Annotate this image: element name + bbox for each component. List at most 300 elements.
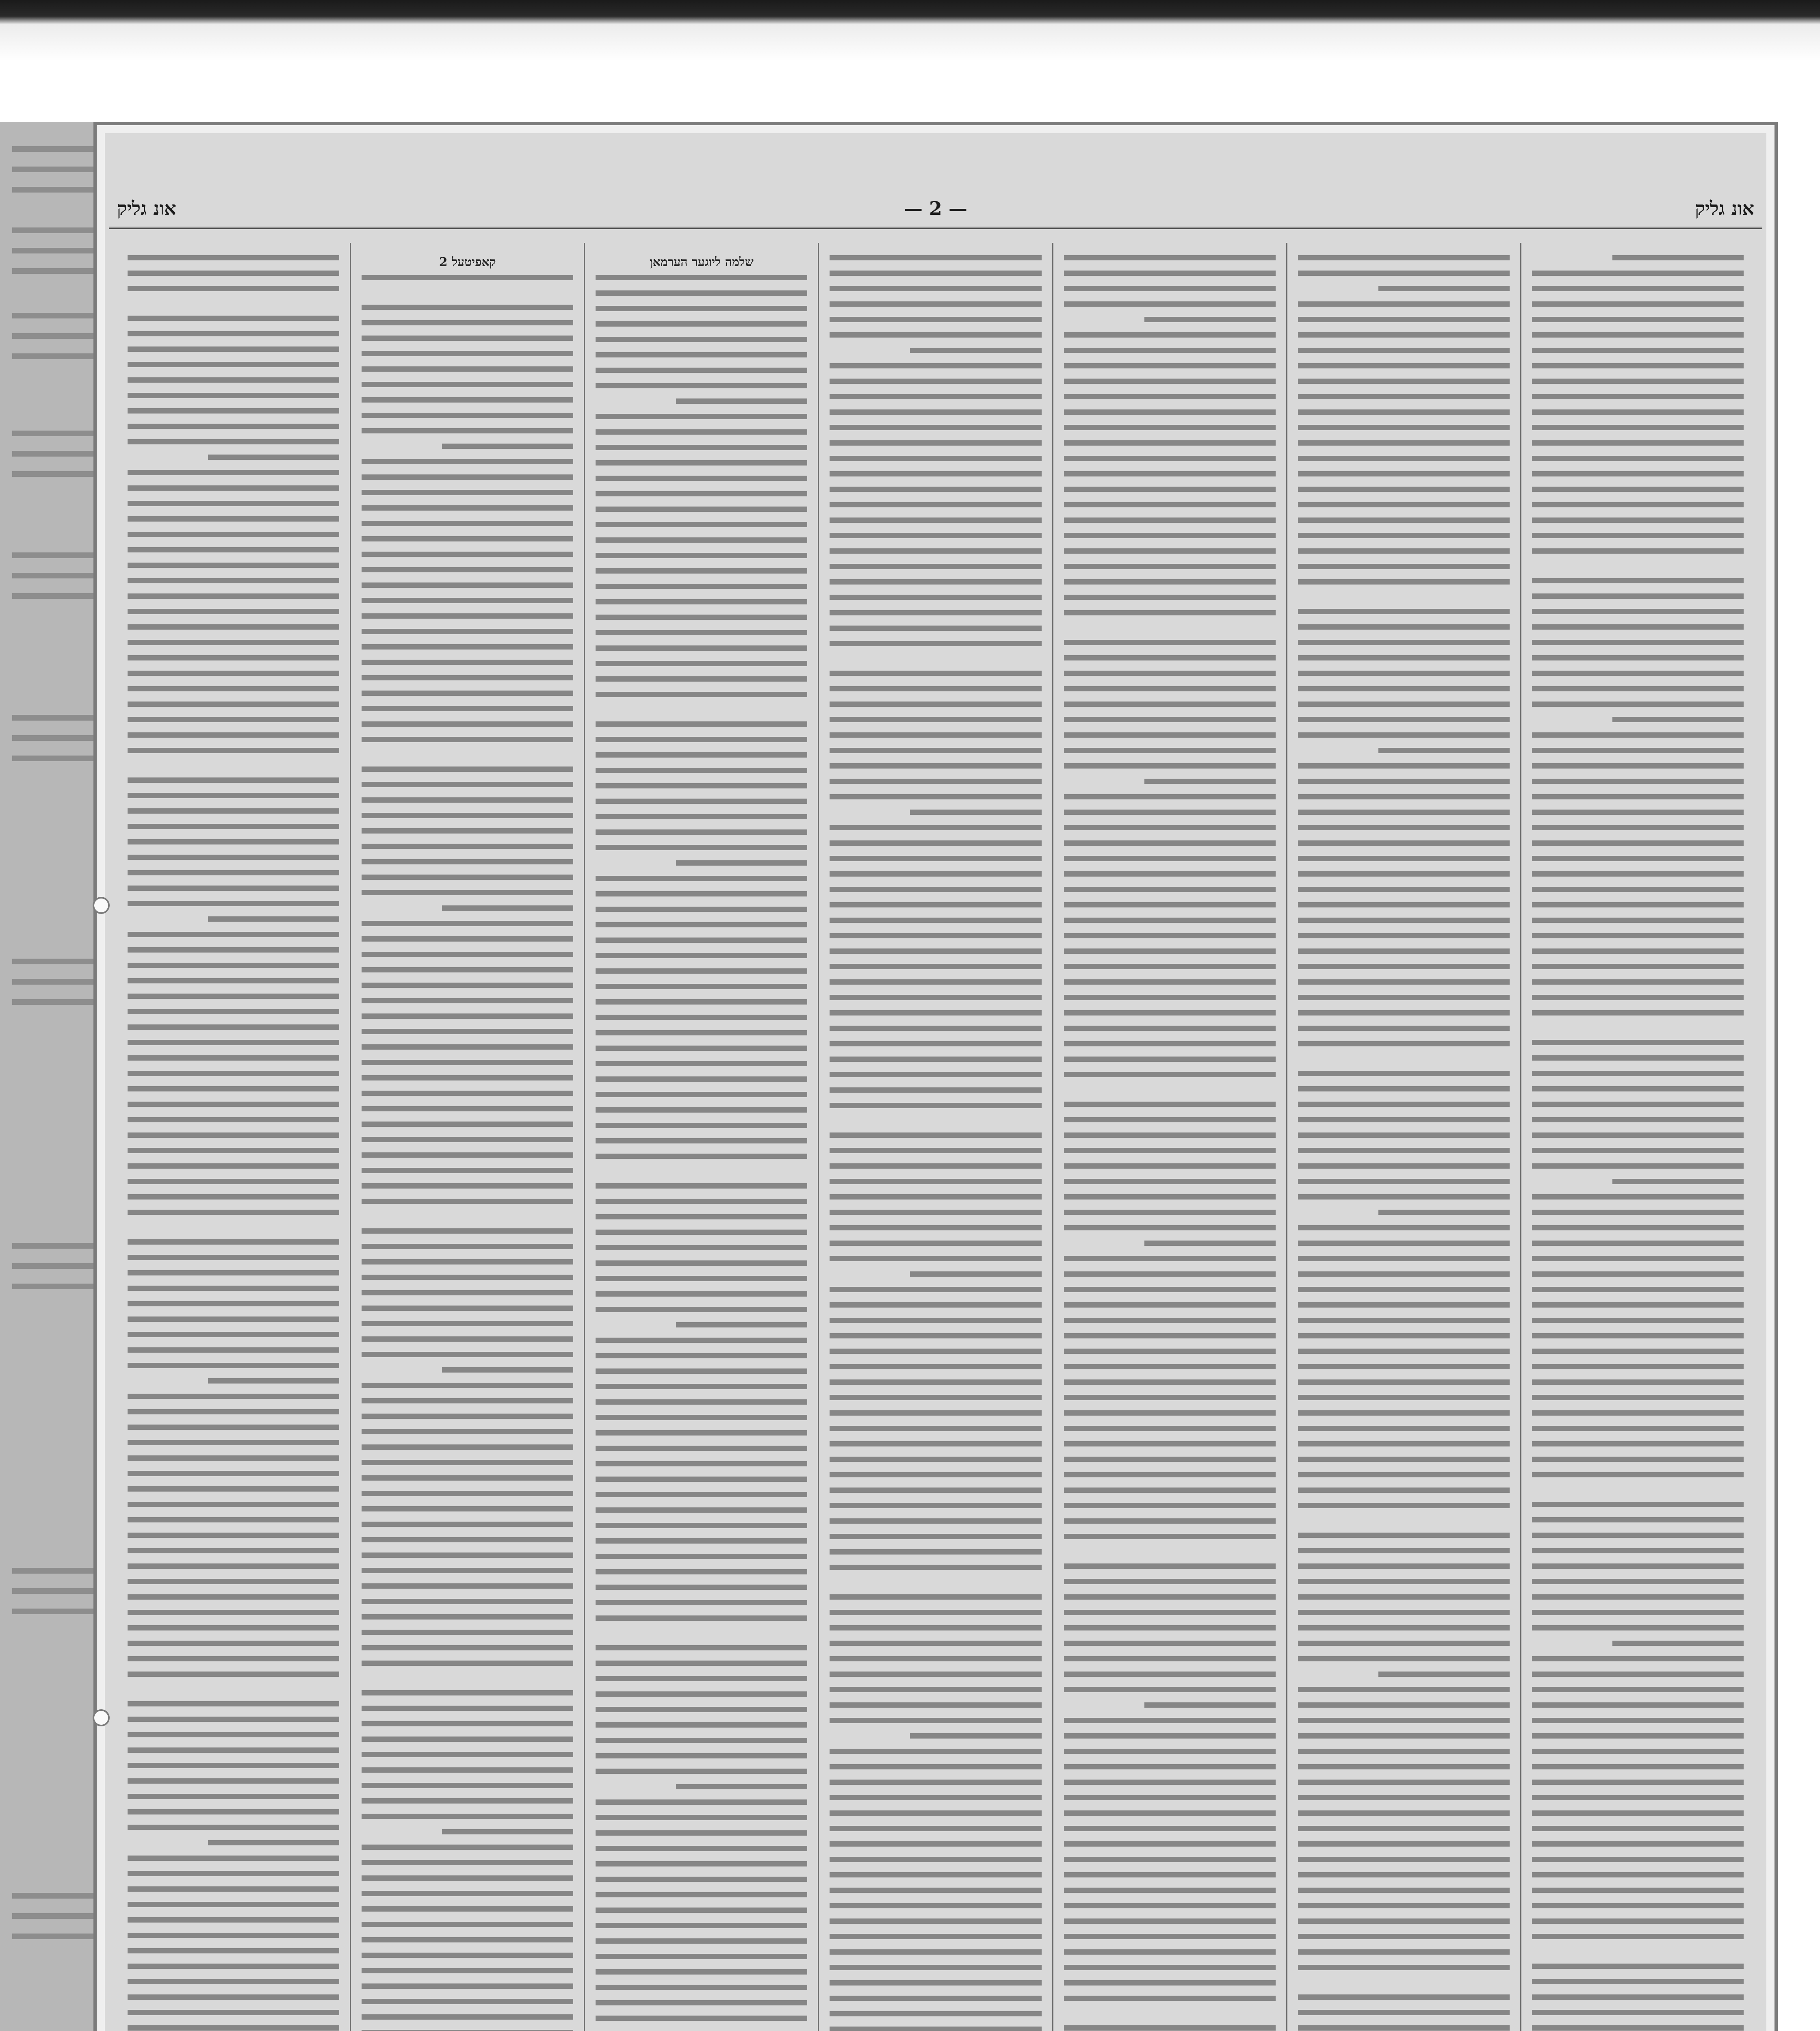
text-line <box>1532 640 1744 645</box>
text-line <box>1532 1010 1744 1016</box>
text-line <box>1532 2025 1744 2031</box>
text-line <box>128 963 339 968</box>
text-line <box>128 377 339 383</box>
text-line <box>596 1199 807 1204</box>
text-line <box>128 1132 339 1138</box>
text-line <box>1532 1502 1744 1507</box>
text-line <box>128 1763 339 1768</box>
text-line <box>1298 1702 1510 1708</box>
text-line <box>830 440 1041 446</box>
text-line <box>128 870 339 875</box>
text-line <box>910 810 1041 815</box>
text-line <box>128 1040 339 1045</box>
text-line <box>128 1163 339 1169</box>
text-line <box>1064 1534 1276 1539</box>
text-line <box>362 1690 573 1695</box>
text-line <box>596 1923 807 1928</box>
text-line <box>362 382 573 387</box>
text-line <box>362 428 573 433</box>
text-line <box>1298 1594 1510 1600</box>
text-line <box>1532 1656 1744 1661</box>
text-line <box>1298 2010 1510 2015</box>
text-line <box>362 706 573 711</box>
text-line <box>1298 317 1510 322</box>
text-line <box>1532 655 1744 660</box>
text-line <box>362 1444 573 1450</box>
text-line <box>1064 1179 1276 1184</box>
text-line <box>1064 1194 1276 1200</box>
text-line <box>1064 748 1276 753</box>
text-line <box>1532 363 1744 368</box>
text-line <box>1064 1426 1276 1431</box>
text-line <box>1064 1841 1276 1847</box>
text-line <box>830 363 1041 368</box>
text-line <box>1064 1333 1276 1338</box>
text-line <box>1532 2010 1744 2015</box>
text-line <box>1298 1641 1510 1646</box>
text-line <box>1532 702 1744 707</box>
text-line <box>1532 933 1744 938</box>
text-line <box>1064 409 1276 415</box>
text-line <box>128 547 339 552</box>
text-line <box>362 660 573 665</box>
text-line <box>1298 471 1510 476</box>
text-line <box>1532 440 1744 446</box>
text-line <box>128 994 339 999</box>
text-line <box>830 1565 1041 1570</box>
text-line <box>596 1430 807 1436</box>
text-line <box>596 1368 807 1374</box>
text-line <box>128 886 339 891</box>
text-line <box>1064 1364 1276 1369</box>
text-line <box>1064 655 1276 660</box>
text-line <box>830 1318 1041 1323</box>
text-line <box>1612 255 1744 260</box>
text-line <box>1298 1148 1510 1153</box>
text-line <box>596 2000 807 2005</box>
text-line <box>830 425 1041 430</box>
text-line <box>1298 1010 1510 1016</box>
text-line <box>830 1103 1041 1108</box>
text-line <box>362 1228 573 1234</box>
text-line <box>1532 1749 1744 1754</box>
text-line <box>1298 1395 1510 1400</box>
text-line <box>1298 1225 1510 1230</box>
text-line <box>1064 1826 1276 1831</box>
text-line <box>830 286 1041 291</box>
text-line <box>830 1780 1041 1785</box>
text-line <box>1064 348 1276 353</box>
text-line <box>1298 1656 1510 1661</box>
text-line <box>830 1610 1041 1615</box>
text-line <box>362 1875 573 1881</box>
text-line <box>1298 1826 1510 1831</box>
text-line <box>1532 271 1744 276</box>
text-line <box>830 871 1041 877</box>
text-line <box>128 393 339 398</box>
text-line <box>830 748 1041 753</box>
text-line <box>1532 1579 1744 1584</box>
text-line <box>362 875 573 880</box>
text-line <box>1532 1040 1744 1045</box>
text-line <box>128 1502 339 1507</box>
text-line <box>1064 1857 1276 1862</box>
text-line <box>362 1044 573 1050</box>
text-line <box>1532 517 1744 523</box>
text-line <box>1298 1903 1510 1908</box>
text-line <box>1298 487 1510 492</box>
text-line <box>1298 1194 1510 1200</box>
text-line <box>362 1106 573 1111</box>
text-line <box>1064 1441 1276 1446</box>
text-line <box>1532 1426 1744 1431</box>
text-line <box>596 584 807 589</box>
text-line <box>128 1347 339 1353</box>
text-line <box>128 609 339 614</box>
text-line <box>1532 1241 1744 1246</box>
text-line <box>1532 1302 1744 1308</box>
text-line <box>128 1179 339 1184</box>
text-line <box>1532 1086 1744 1091</box>
text-line <box>1298 394 1510 399</box>
text-line <box>1298 702 1510 707</box>
text-line <box>1064 1041 1276 1046</box>
text-line <box>1532 763 1744 769</box>
text-line <box>128 286 339 291</box>
text-line <box>1064 1918 1276 1924</box>
text-line <box>362 1199 573 1204</box>
text-line <box>362 1414 573 1419</box>
text-line <box>830 763 1041 769</box>
text-line <box>1532 1102 1744 1107</box>
text-line <box>596 460 807 466</box>
text-line <box>1298 810 1510 815</box>
text-line <box>1298 502 1510 507</box>
text-line <box>1298 456 1510 461</box>
text-line <box>1298 995 1510 1000</box>
text-line <box>596 2016 807 2021</box>
text-line <box>1064 1672 1276 1677</box>
text-line <box>596 290 807 296</box>
text-line <box>1532 609 1744 614</box>
text-line <box>1064 379 1276 384</box>
text-line <box>1532 471 1744 476</box>
text-line <box>128 932 339 937</box>
text-line <box>362 582 573 588</box>
text-line <box>1064 1349 1276 1354</box>
text-line <box>596 491 807 496</box>
text-line <box>1064 1117 1276 1122</box>
text-line <box>128 1610 339 1615</box>
text-line <box>128 1979 339 1984</box>
text-line <box>128 1964 339 1969</box>
text-line <box>830 1672 1041 1677</box>
text-line <box>128 1194 339 1200</box>
text-line <box>1064 1872 1276 1877</box>
text-line <box>362 983 573 988</box>
text-line <box>596 445 807 450</box>
text-line <box>128 271 339 276</box>
text-line <box>596 876 807 881</box>
text-line <box>1064 1132 1276 1138</box>
text-line <box>1064 1163 1276 1169</box>
text-line <box>830 1625 1041 1630</box>
text-line <box>362 1506 573 1511</box>
text-columns <box>117 243 1754 2031</box>
text-line <box>1298 517 1510 523</box>
running-title-right: אונ גליק <box>1695 197 1754 219</box>
text-line <box>128 1332 339 1337</box>
text-line <box>676 860 807 866</box>
text-line <box>362 567 573 572</box>
text-line <box>830 1749 1041 1754</box>
text-line <box>1064 1518 1276 1524</box>
text-line <box>362 952 573 957</box>
text-line <box>596 999 807 1005</box>
text-line <box>830 1857 1041 1862</box>
text-line <box>362 1491 573 1496</box>
text-line <box>1298 1026 1510 1031</box>
text-line <box>1298 624 1510 630</box>
text-line <box>830 732 1041 738</box>
text-line <box>1532 1903 1744 1908</box>
text-line <box>830 456 1041 461</box>
page-header <box>109 190 1762 229</box>
text-line <box>128 1394 339 1399</box>
text-line <box>362 737 573 742</box>
text-line <box>596 321 807 327</box>
text-line <box>362 474 573 480</box>
text-line <box>596 953 807 958</box>
text-line <box>1532 624 1744 630</box>
text-line <box>1298 1410 1510 1416</box>
adjacent-page-fragment <box>0 122 100 2031</box>
text-line <box>128 1009 339 1014</box>
text-line <box>362 598 573 603</box>
text-line <box>1064 933 1276 938</box>
text-line <box>362 1630 573 1635</box>
text-line <box>830 1349 1041 1354</box>
text-line <box>128 1071 339 1076</box>
text-line <box>362 1352 573 1357</box>
text-line <box>830 1041 1041 1046</box>
text-line <box>1064 717 1276 722</box>
text-line <box>830 2027 1041 2031</box>
text-line <box>1298 794 1510 799</box>
text-line <box>596 1861 807 1866</box>
binding-hole <box>93 897 110 914</box>
text-line <box>596 1061 807 1066</box>
text-line <box>1298 348 1510 353</box>
text-line <box>596 1260 807 1266</box>
text-line <box>1532 502 1744 507</box>
text-line <box>596 615 807 620</box>
text-line <box>362 1798 573 1804</box>
text-line <box>1532 1163 1744 1169</box>
text-line <box>1064 1780 1276 1785</box>
text-line <box>1064 1225 1276 1230</box>
text-line <box>1532 301 1744 307</box>
text-line <box>1532 1055 1744 1061</box>
text-line <box>362 1137 573 1142</box>
text-line <box>596 522 807 527</box>
text-line <box>596 645 807 651</box>
text-line <box>1532 1810 1744 1816</box>
text-line <box>830 779 1041 784</box>
text-line <box>362 521 573 526</box>
text-line <box>1064 1379 1276 1385</box>
text-line <box>128 331 339 336</box>
text-line <box>1064 579 1276 585</box>
text-line <box>362 813 573 818</box>
text-line <box>1064 871 1276 877</box>
text-line <box>1064 1057 1276 1062</box>
text-line <box>362 859 573 864</box>
text-line <box>830 1256 1041 1261</box>
text-line <box>362 552 573 557</box>
text-line <box>830 1518 1041 1524</box>
text-line <box>1532 1610 1744 1615</box>
text-line <box>596 1030 807 1035</box>
text-line <box>596 1107 807 1113</box>
text-line <box>1298 671 1510 676</box>
text-line <box>1298 1888 1510 1893</box>
text-line <box>1298 1302 1510 1308</box>
text-line <box>596 1722 807 1728</box>
text-line <box>830 1179 1041 1184</box>
text-line <box>362 336 573 341</box>
text-line <box>830 255 1041 260</box>
text-line <box>128 593 339 599</box>
text-line <box>1532 1764 1744 1769</box>
text-line <box>1064 1210 1276 1215</box>
text-line <box>1378 1672 1510 1677</box>
text-line <box>830 933 1041 938</box>
text-line <box>1064 1795 1276 1800</box>
text-line <box>1532 1410 1744 1416</box>
text-line <box>676 1322 807 1327</box>
text-line <box>362 1599 573 1604</box>
text-line <box>1064 1256 1276 1261</box>
text-line <box>1298 948 1510 954</box>
text-line <box>1298 425 1510 430</box>
text-line <box>596 368 807 373</box>
text-line <box>596 1645 807 1650</box>
text-line <box>596 1123 807 1128</box>
text-line <box>128 408 339 414</box>
text-line <box>362 890 573 895</box>
text-line <box>596 553 807 558</box>
text-line <box>362 797 573 803</box>
text-line <box>128 346 339 352</box>
column-4 <box>818 243 1052 2031</box>
text-line <box>1298 1179 1510 1184</box>
text-line <box>1064 825 1276 830</box>
text-line <box>596 814 807 819</box>
text-line <box>596 1245 807 1250</box>
text-line <box>830 2011 1041 2016</box>
text-line <box>1064 1318 1276 1323</box>
text-line <box>128 2010 339 2015</box>
text-line <box>1064 671 1276 676</box>
text-line <box>1378 1210 1510 1215</box>
text-line <box>362 1336 573 1342</box>
text-line <box>596 1799 807 1805</box>
text-line <box>596 1230 807 1235</box>
text-line <box>1298 579 1510 585</box>
text-line <box>596 1492 807 1497</box>
text-line <box>442 444 573 449</box>
text-line <box>1298 440 1510 446</box>
text-line <box>1298 763 1510 769</box>
text-line <box>830 1287 1041 1292</box>
text-line <box>830 641 1041 646</box>
text-line <box>128 702 339 707</box>
text-line <box>596 275 807 280</box>
text-line <box>1532 732 1744 738</box>
text-line <box>1532 964 1744 969</box>
text-line <box>1532 1979 1744 1984</box>
text-line <box>1298 1780 1510 1785</box>
text-line <box>362 1583 573 1589</box>
text-line <box>128 655 339 660</box>
text-line <box>128 362 339 367</box>
text-line <box>596 1477 807 1482</box>
text-line <box>1298 1718 1510 1723</box>
text-line <box>1064 1656 1276 1661</box>
text-line <box>362 1845 573 1850</box>
text-line <box>362 782 573 787</box>
text-line <box>1298 1241 1510 1246</box>
text-line <box>1064 533 1276 538</box>
text-line <box>128 1055 339 1061</box>
text-line <box>362 1259 573 1265</box>
text-line <box>1298 1994 1510 2000</box>
film-edge <box>0 0 1820 61</box>
text-line <box>1064 1503 1276 1508</box>
text-line <box>596 799 807 804</box>
text-line <box>830 979 1041 985</box>
text-line <box>596 306 807 311</box>
text-line <box>830 471 1041 476</box>
text-line <box>1064 1888 1276 1893</box>
text-line <box>830 840 1041 846</box>
text-line <box>1532 348 1744 353</box>
text-line <box>1532 794 1744 799</box>
text-line <box>1298 363 1510 368</box>
text-line <box>128 1548 339 1553</box>
text-line <box>128 578 339 583</box>
text-line <box>128 1363 339 1368</box>
text-line <box>362 505 573 511</box>
text-line <box>596 1661 807 1666</box>
text-line <box>830 533 1041 538</box>
text-line <box>830 1810 1041 1816</box>
text-line <box>1532 1888 1744 1893</box>
text-line <box>830 1549 1041 1555</box>
text-line <box>830 517 1041 523</box>
text-line <box>1298 1426 1510 1431</box>
text-line <box>362 828 573 834</box>
text-line <box>596 1138 807 1143</box>
text-line <box>1064 456 1276 461</box>
text-line <box>128 1732 339 1737</box>
text-line <box>1298 409 1510 415</box>
text-line <box>128 1086 339 1091</box>
text-line <box>362 1706 573 1711</box>
text-line <box>596 737 807 742</box>
text-line <box>596 1076 807 1082</box>
